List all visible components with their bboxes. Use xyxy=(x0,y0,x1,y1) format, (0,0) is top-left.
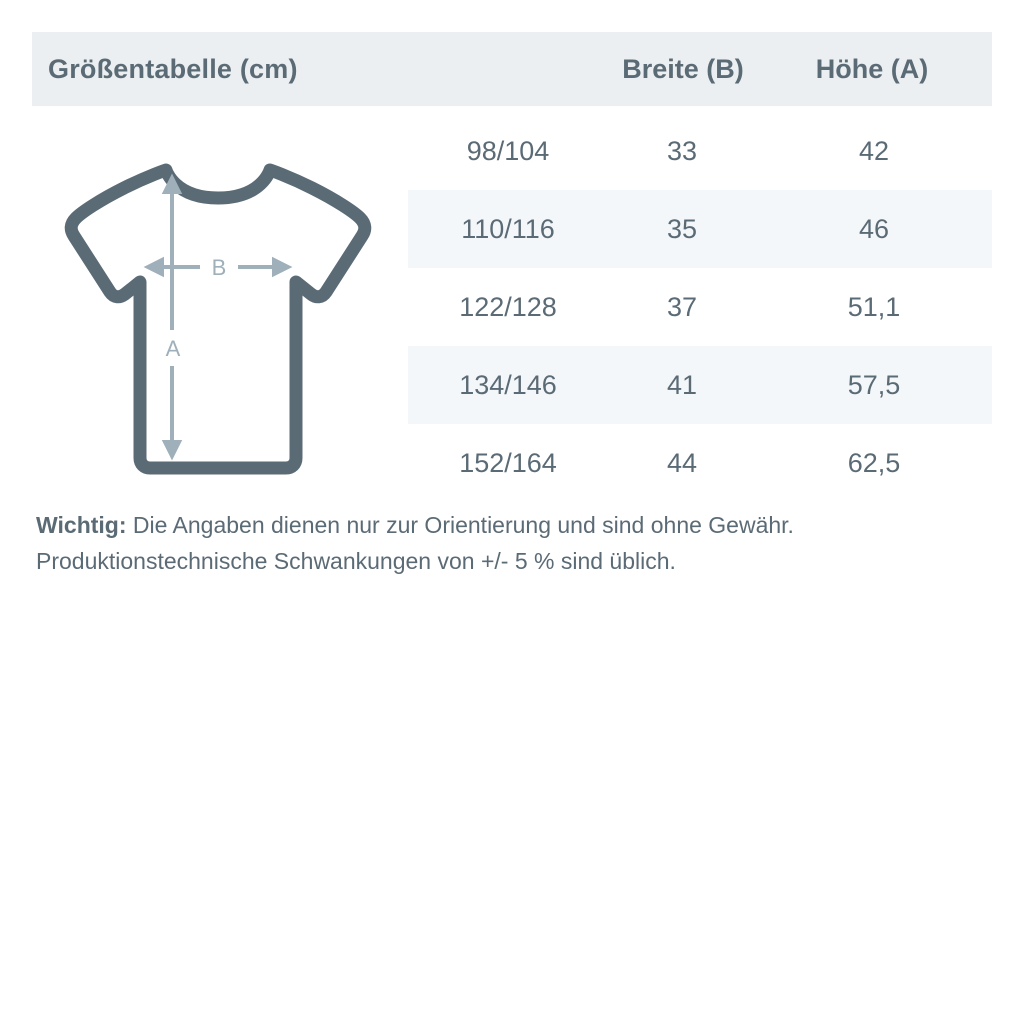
cell-width: 44 xyxy=(666,447,698,478)
cell-height: 57,5 xyxy=(847,369,901,400)
cell-width: 35 xyxy=(666,213,698,244)
table-row xyxy=(408,190,992,268)
tshirt-icon xyxy=(48,140,388,500)
cell-width: 33 xyxy=(666,135,698,166)
cell-height: 42 xyxy=(858,135,890,166)
disclaimer-line2: Produktionstechnische Schwankungen von +/- 5 % sind üblich. xyxy=(36,547,676,574)
column-header-height: Höhe (A) xyxy=(815,53,929,84)
disclaimer-lead: Wichtig: xyxy=(36,512,127,538)
table-row xyxy=(408,346,992,424)
table-row xyxy=(408,424,992,502)
cell-size: 110/116 xyxy=(461,213,555,244)
cell-height: 62,5 xyxy=(847,447,901,478)
tshirt-diagram xyxy=(48,140,388,500)
page-title: Größentabelle (cm) xyxy=(48,53,298,84)
cell-size: 152/164 xyxy=(459,447,557,478)
disclaimer-note xyxy=(36,508,996,579)
disclaimer-line1: Die Angaben dienen nur zur Orientierung und sind ohne Gewähr. xyxy=(126,512,794,538)
table-row xyxy=(408,112,992,190)
cell-size: 98/104 xyxy=(466,135,550,166)
cell-width: 41 xyxy=(666,369,698,400)
size-table xyxy=(408,112,992,502)
cell-height: 46 xyxy=(858,213,890,244)
table-row xyxy=(408,268,992,346)
width-label: B xyxy=(211,255,227,280)
cell-size: 122/128 xyxy=(459,291,557,322)
column-header-width: Breite (B) xyxy=(622,53,744,84)
cell-height: 51,1 xyxy=(847,291,901,322)
cell-size: 134/146 xyxy=(459,369,557,400)
cell-width: 37 xyxy=(666,291,698,322)
table-header xyxy=(32,32,992,106)
height-label: A xyxy=(165,336,181,361)
